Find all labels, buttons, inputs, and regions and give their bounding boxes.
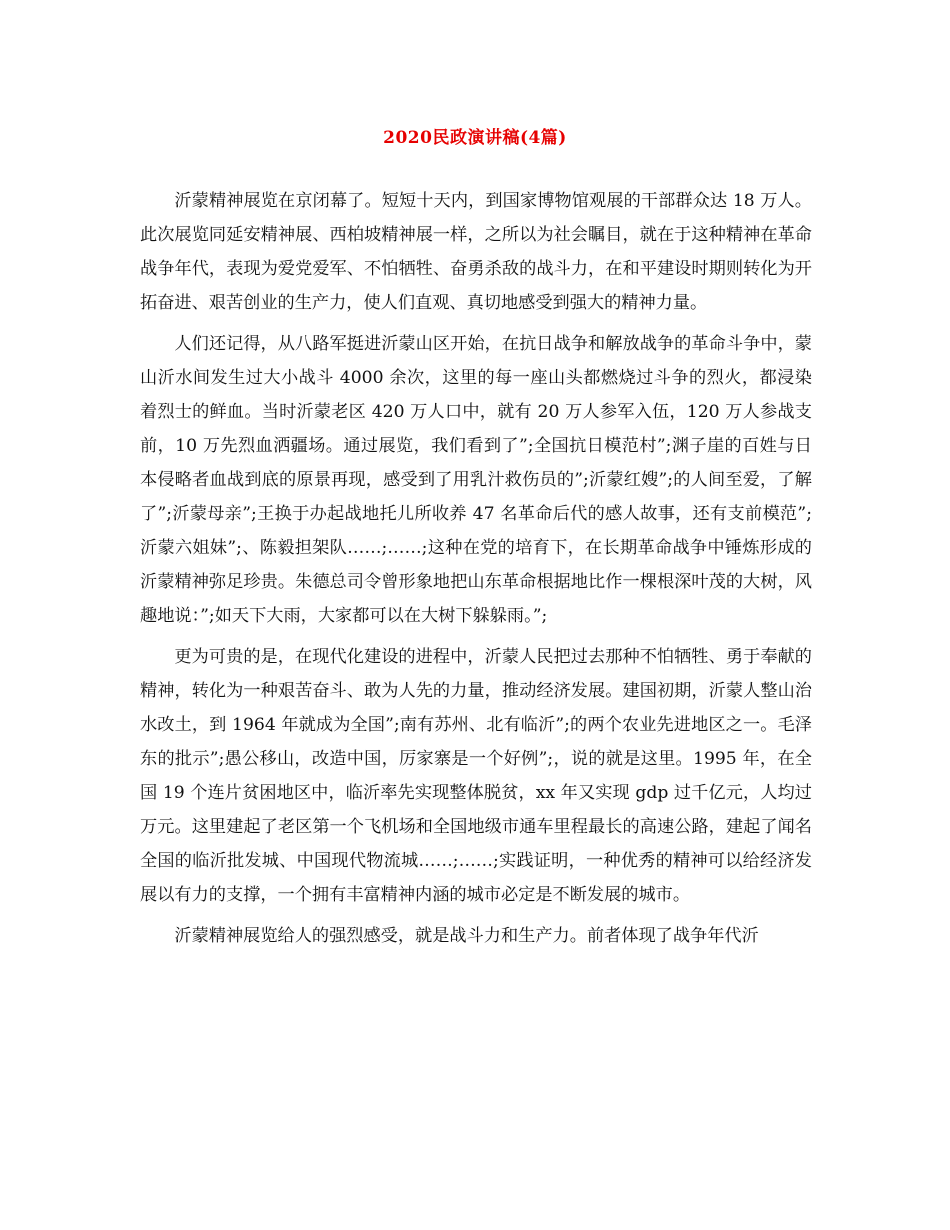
document-title: 2020民政演讲稿(4篇) xyxy=(383,128,567,148)
paragraph: 更为可贵的是，在现代化建设的进程中，沂蒙人民把过去那种不怕牺牲、勇于奉献的精神，转化为一种艰苦奋斗、敢为人先的力量，推动经济发展。建国初期，沂蒙人整山治水改土，到 1964 年就成为全国”;南有苏州、北有临沂”;的两个农业先进地区之一。毛泽东的批示”;愚公移山，改造中国，厉家寨是一个好例”;，说的就是这里。1995 年，在全国 19 个连片贫困地区中，临沂率先实现整体脱贫，xx 年又实现 gdp 过千亿元，人均过万元。这里建起了老区第一个飞机场和全国地级市通车里程最长的高速公路，建起了闻名全国的临沂批发城、中国现代物流城……;……;实践证明，一种优秀的精神可以给经济发展以有力的支撑，一个拥有丰富精神内涵的城市必定是不断发展的城市。 xyxy=(140,647,812,905)
document-body xyxy=(140,184,812,960)
paragraph: 沂蒙精神展览在京闭幕了。短短十天内，到国家博物馆观展的干部群众达 18 万人。此次展览同延安精神展、西柏坡精神展一样，之所以为社会瞩目，就在于这种精神在革命战争年代，表现为爱党爱军、不怕牺牲、奋勇杀敌的战斗力，在和平建设时期则转化为开拓奋进、艰苦创业的生产力，使人们直观、真切地感受到强大的精神力量。 xyxy=(140,191,812,313)
paragraph: 人们还记得，从八路军挺进沂蒙山区开始，在抗日战争和解放战争的革命斗争中，蒙山沂水间发生过大小战斗 4000 余次，这里的每一座山头都燃烧过斗争的烈火，都浸染着烈士的鲜血。当时沂蒙老区 420 万人口中，就有 20 万人参军入伍，120 万人参战支前，10 万先烈血洒疆场。通过展览，我们看到了”;全国抗日模范村”;渊子崖的百姓与日本侵略者血战到底的原景再现，感受到了用乳汁救伤员的”;沂蒙红嫂”;的人间至爱，了解了”;沂蒙母亲”;王换于办起战地托儿所收养 47 名革命后代的感人故事，还有支前模范”;沂蒙六姐妹”;、陈毅担架队……;……;这种在党的培育下，在长期革命战争中锤炼形成的沂蒙精神弥足珍贵。朱德总司令曾形象地把山东革命根据地比作一棵根深叶茂的大树，风趣地说：”;如天下大雨，大家都可以在大树下躲躲雨。”; xyxy=(140,334,812,626)
paragraph: 沂蒙精神展览给人的强烈感受，就是战斗力和生产力。前者体现了战争年代沂 xyxy=(174,926,759,946)
